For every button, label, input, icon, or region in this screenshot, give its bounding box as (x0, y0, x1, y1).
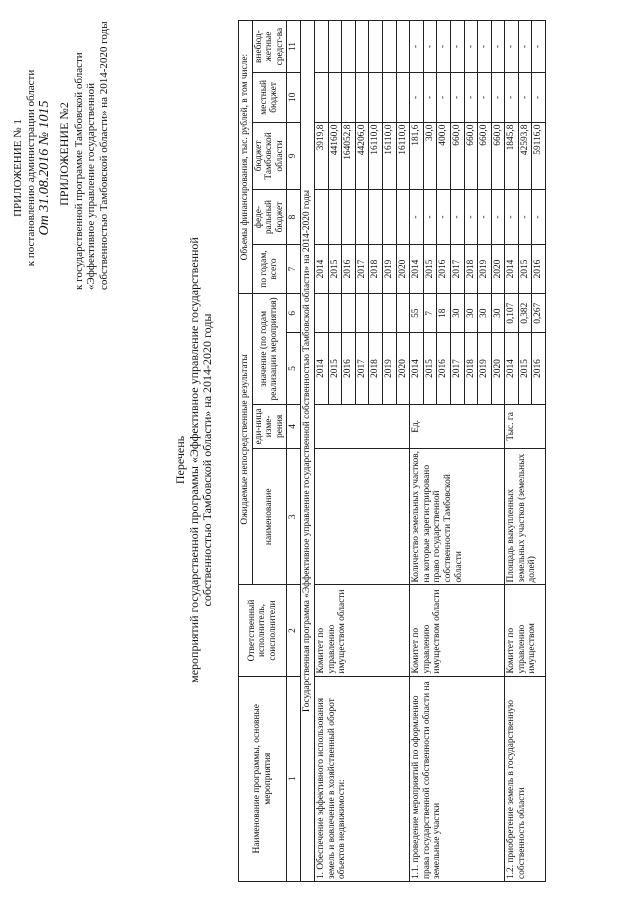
row3-local: - (518, 73, 532, 122)
row2-extra: - (423, 21, 437, 73)
row1-fin-year: 2015 (328, 244, 342, 293)
row2-reg: 30,0 (423, 122, 437, 190)
row3-extra: - (505, 21, 519, 73)
row3-reg: 59116,0 (532, 122, 546, 190)
col-num: 7 (287, 244, 301, 293)
row3-res-name: Площадь выкупленных земельных участков (земельных долей) (505, 448, 546, 585)
row1-extra (369, 21, 383, 73)
row2-local: - (423, 73, 437, 122)
table-row (410, 21, 424, 882)
row1-year: 2019 (382, 333, 396, 405)
row1-fin-year: 2014 (314, 244, 328, 293)
row3-year: 2016 (532, 333, 546, 405)
row2-year: 2020 (491, 333, 505, 405)
row1-value (314, 294, 328, 333)
row1-reg: 44206,0 (355, 122, 369, 190)
row2-fin-year: 2016 (437, 244, 451, 293)
row1-extra (396, 21, 410, 73)
title-line2: мероприятий государственной программы «Эффективное управление государственной (186, 237, 201, 683)
row1-value (369, 294, 383, 333)
row1-local (369, 73, 383, 122)
appendix1-text: к постановлению администрации области (25, 69, 37, 267)
row1-fin-year: 2019 (382, 244, 396, 293)
col-num: 4 (287, 404, 301, 448)
row3-reg: 1845,8 (505, 122, 519, 190)
row2-value: 30 (464, 294, 478, 333)
row2-fed: - (410, 190, 424, 245)
row3-value: 0,267 (532, 294, 546, 333)
row1-year: 2015 (328, 333, 342, 405)
row2-reg: 660,0 (491, 122, 505, 190)
col-num: 11 (287, 21, 301, 73)
row2-extra: - (464, 21, 478, 73)
appendix2-text: к государственной программе Тамбовской области «Эффективное управление государственной собственностью Тамбовской области» на 2014-2020 годы (72, 21, 110, 290)
row1-local (328, 73, 342, 122)
row2-local: - (478, 73, 492, 122)
row1-local (396, 73, 410, 122)
h-resp: Ответственный исполнитель, соисполнители (239, 585, 287, 676)
row3-fin-year: 2014 (505, 244, 519, 293)
row1-value (342, 294, 356, 333)
row2-fed: - (478, 190, 492, 245)
col-num: 9 (287, 122, 301, 190)
row2-fed: - (437, 190, 451, 245)
row2-value: 7 (423, 294, 437, 333)
row2-fin-year: 2014 (410, 244, 424, 293)
row2-fed: - (450, 190, 464, 245)
row2-local: - (464, 73, 478, 122)
document-title (174, 180, 215, 740)
row2-value: 55 (410, 294, 424, 333)
row1-reg: 164052,8 (342, 122, 356, 190)
col-num: 10 (287, 73, 301, 122)
row2-year: 2015 (423, 333, 437, 405)
row1-fed (314, 190, 328, 245)
row2-local: - (491, 73, 505, 122)
row2-local: - (410, 73, 424, 122)
row2-value: 30 (491, 294, 505, 333)
row2-unit: Ед. (410, 404, 505, 448)
row1-year: 2020 (396, 333, 410, 405)
row1-extra (382, 21, 396, 73)
row2-extra: - (450, 21, 464, 73)
row2-fin-year: 2018 (464, 244, 478, 293)
row1-extra (314, 21, 328, 73)
row3-name: 1.2. приобретение земель в государственную собственность области (505, 676, 546, 881)
row3-resp: Комитет по управлению имуществом (505, 585, 546, 676)
h-res-value: значение (по годам реализации мероприятия) (252, 294, 287, 405)
row2-reg: 400,0 (437, 122, 451, 190)
row2-year: 2014 (410, 333, 424, 405)
row1-value (355, 294, 369, 333)
col-num: 8 (287, 190, 301, 245)
appendix1-title: ПРИЛОЖЕНИЕ № 1 (12, 119, 24, 217)
h-fin-reg: бюджет Тамбовской области (252, 122, 287, 190)
row1-reg: 44160,0 (328, 122, 342, 190)
row1-extra (355, 21, 369, 73)
row3-fin-year: 2016 (532, 244, 546, 293)
row2-fin-year: 2015 (423, 244, 437, 293)
col-num: 1 (287, 676, 301, 881)
section-row (301, 21, 315, 882)
row3-reg: 42593,8 (518, 122, 532, 190)
row1-fed (369, 190, 383, 245)
row2-year: 2016 (437, 333, 451, 405)
row1-fed (355, 190, 369, 245)
row2-reg: 660,0 (464, 122, 478, 190)
row2-name: 1.1. проведение мероприятий по оформлению права государственной собственности области на земельные участки (410, 676, 505, 881)
row1-name: 1. Обеспечение эффективного использования земель и вовлечение в хозяйственный оборот объектов недвижимости: (314, 676, 409, 881)
row2-extra: - (410, 21, 424, 73)
row2-fin-year: 2019 (478, 244, 492, 293)
row3-extra: - (518, 21, 532, 73)
row2-fed: - (464, 190, 478, 245)
row3-fed: - (532, 190, 546, 245)
row2-value: 18 (437, 294, 451, 333)
row2-fed: - (423, 190, 437, 245)
row1-fin-year: 2020 (396, 244, 410, 293)
h-fin-fed: феде-ральный бюджет (252, 190, 287, 245)
row1-year: 2018 (369, 333, 383, 405)
row2-fin-year: 2020 (491, 244, 505, 293)
row3-value: 0,382 (518, 294, 532, 333)
row2-extra: - (491, 21, 505, 73)
row1-local (355, 73, 369, 122)
row2-year: 2017 (450, 333, 464, 405)
h-res-name: наименование (252, 448, 287, 585)
appendix1-block (12, 18, 51, 318)
row3-fin-year: 2015 (518, 244, 532, 293)
row1-local (342, 73, 356, 122)
row1-value (382, 294, 396, 333)
row2-year: 2018 (464, 333, 478, 405)
row1-unit (314, 404, 409, 448)
row2-res-name: Количество земельных участков, на которые зарегистрировано право государственной собственности Тамбовской области (410, 448, 505, 585)
h-name: Наименование программы, основные мероприятия (239, 676, 287, 881)
row1-fin-year: 2018 (369, 244, 383, 293)
row2-extra: - (437, 21, 451, 73)
row1-extra (342, 21, 356, 73)
table-row (314, 21, 328, 882)
row2-reg: 660,0 (478, 122, 492, 190)
row1-fed (342, 190, 356, 245)
row1-resp: Комитет по управлению имуществом области (314, 585, 409, 676)
h-fin-years: по годам, всего (252, 244, 287, 293)
col-num: 5 (287, 333, 301, 405)
row3-year: 2015 (518, 333, 532, 405)
row1-extra (328, 21, 342, 73)
row2-value: 30 (478, 294, 492, 333)
row3-value: 0,107 (505, 294, 519, 333)
header-row-1 (239, 21, 253, 882)
row3-fed: - (505, 190, 519, 245)
row2-local: - (450, 73, 464, 122)
row1-fed (382, 190, 396, 245)
row1-value (328, 294, 342, 333)
column-number-row (287, 21, 301, 882)
row1-reg: 16110,0 (369, 122, 383, 190)
row2-local: - (437, 73, 451, 122)
row1-reg: 3919,8 (314, 122, 328, 190)
row3-year: 2014 (505, 333, 519, 405)
row1-year: 2016 (342, 333, 356, 405)
row1-local (314, 73, 328, 122)
row2-fed: - (491, 190, 505, 245)
section-title: Государственная программа «Эффективное управление государственной собственностью Тамбовской области» на 2014-2020 годы (301, 21, 315, 882)
row2-year: 2019 (478, 333, 492, 405)
row1-year: 2014 (314, 333, 328, 405)
row2-resp: Комитет по управлению имуществом области (410, 585, 505, 676)
row1-fin-year: 2017 (355, 244, 369, 293)
row1-reg: 16110,0 (382, 122, 396, 190)
row1-value (396, 294, 410, 333)
row1-res-name (314, 448, 409, 585)
table-row (505, 21, 519, 882)
col-num: 6 (287, 294, 301, 333)
row1-fin-year: 2016 (342, 244, 356, 293)
row2-fin-year: 2017 (450, 244, 464, 293)
appendix1-signature: От 31.08.2016 № 1015 (37, 100, 52, 236)
row2-value: 30 (450, 294, 464, 333)
row1-reg: 16110,0 (396, 122, 410, 190)
row3-local: - (505, 73, 519, 122)
row2-reg: 181,6 (410, 122, 424, 190)
rotated-document (6, 10, 636, 890)
row3-extra: - (532, 21, 546, 73)
row3-unit: Тыс. га (505, 404, 546, 448)
h-fin-local: местный бюджет (252, 73, 287, 122)
h-results: Ожидаемые непосредственные результаты (239, 294, 253, 585)
row3-fed: - (518, 190, 532, 245)
row2-reg: 660,0 (450, 122, 464, 190)
measures-table (238, 20, 546, 882)
appendix2-title: ПРИЛОЖЕНИЕ №2 (57, 102, 71, 206)
appendix2-block (58, 18, 110, 290)
row1-year: 2017 (355, 333, 369, 405)
row1-fed (328, 190, 342, 245)
col-num: 3 (287, 448, 301, 585)
row1-local (382, 73, 396, 122)
h-res-unit: еди-ница изме-рения (252, 404, 287, 448)
row1-fed (396, 190, 410, 245)
row3-local: - (532, 73, 546, 122)
row2-extra: - (478, 21, 492, 73)
col-num: 2 (287, 585, 301, 676)
h-fin: Объемы финансирования, тыс. рублей, в том числе: (239, 21, 253, 294)
h-fin-extra: внебюд-жетные средст-ва (252, 21, 287, 73)
title-line3: собственностью Тамбовской области» на 2014-2020 годы (200, 313, 214, 607)
title-line1: Перечень (173, 435, 187, 485)
